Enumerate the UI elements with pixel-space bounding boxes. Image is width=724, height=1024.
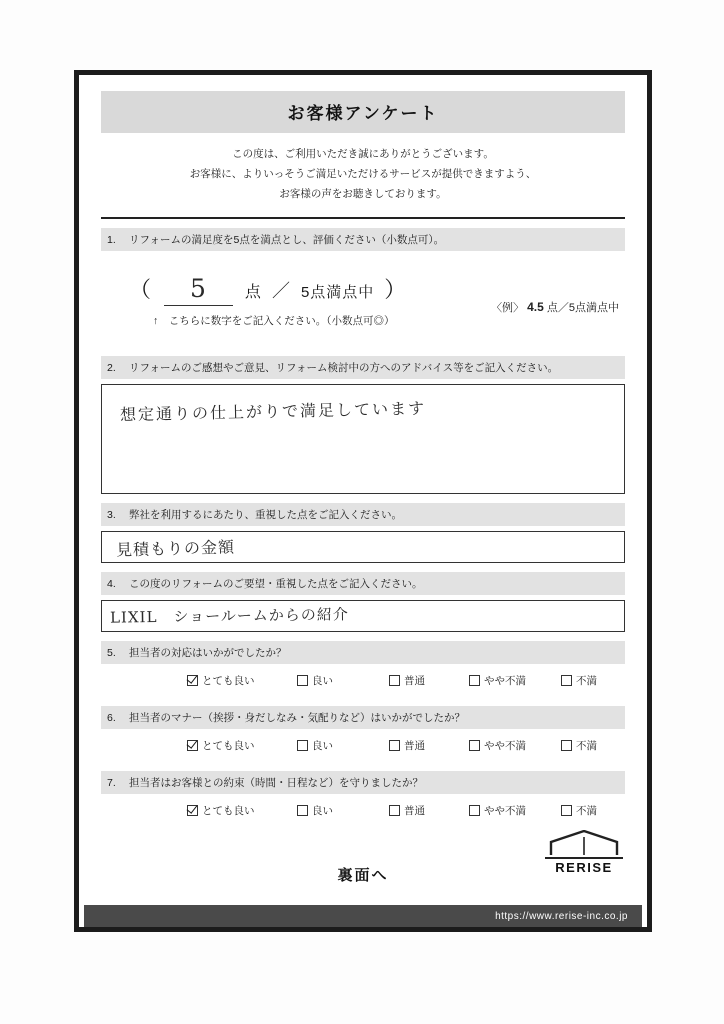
q6-choice-2-label: 普通 [404, 739, 425, 752]
intro-line-2: お客様に、よりいっそうご満足いただけるサービスが提供できますよう、 [189, 167, 537, 180]
question-3-text: 弊社を利用するにあたり、重視した点をご記入ください。 [129, 508, 402, 521]
score-example-rest: 点／5点満点中 [546, 301, 619, 314]
q5-choice-0-label: とても良い [202, 674, 255, 687]
score-max: 5点満点中 [300, 283, 375, 301]
q7-choice-2[interactable] [389, 803, 469, 818]
score-example-value: 4.5 [527, 299, 544, 314]
question-1-text: リフォームの満足度を5点を満点とし、評価ください（小数点可）。 [129, 233, 445, 246]
question-7-text: 担当者はお客様との約束（時間・日程など）を守りましたか？ [129, 776, 423, 789]
question-3-header [101, 503, 625, 526]
question-2-answer-box[interactable] [101, 384, 625, 494]
checkbox-icon[interactable] [187, 675, 198, 686]
score-unit: 点 [244, 283, 262, 301]
header-divider [101, 217, 625, 219]
q6-choice-4[interactable] [561, 738, 597, 753]
checkbox-icon[interactable] [561, 675, 572, 686]
question-1 [101, 228, 625, 347]
question-5 [101, 641, 625, 697]
q6-choice-4-label: 不満 [576, 739, 597, 752]
checkbox-icon[interactable] [389, 675, 400, 686]
question-6-text: 担当者のマナー（挨拶・身だしなみ・気配りなど）はいかがでしたか？ [129, 711, 465, 724]
question-3 [101, 503, 625, 563]
website-url-bar [84, 905, 642, 927]
q7-choice-4[interactable] [561, 803, 597, 818]
checkbox-icon[interactable] [469, 805, 480, 816]
q7-choice-3-label: やや不満 [484, 804, 526, 817]
question-4 [101, 572, 625, 632]
question-2 [101, 356, 625, 494]
question-3-answer-text: 見積もりの金額 [115, 537, 236, 560]
question-4-answer-box[interactable] [101, 600, 625, 632]
q6-choice-3[interactable] [469, 738, 561, 753]
q5-choice-1-label: 良い [312, 674, 333, 687]
q7-choice-4-label: 不満 [576, 804, 597, 817]
q5-choice-3[interactable] [469, 673, 561, 688]
question-2-answer-text: 想定通りの仕上がりで満足しています [119, 398, 427, 425]
question-4-text: この度のリフォームのご要望・重視した点をご記入ください。 [129, 577, 423, 590]
q7-choice-2-label: 普通 [404, 804, 425, 817]
question-2-header [101, 356, 625, 379]
question-5-text: 担当者の対応はいかがでしたか？ [129, 646, 287, 659]
q5-choice-0[interactable] [187, 673, 297, 688]
score-paren-close: ） [384, 276, 408, 302]
q5-choice-2-label: 普通 [404, 674, 425, 687]
question-1-header [101, 228, 625, 251]
question-4-answer-text: LIXIL ショールームからの紹介 [109, 605, 349, 627]
question-1-number: 1. [107, 233, 116, 246]
question-7-number: 7. [107, 776, 116, 789]
checkbox-icon[interactable] [469, 740, 480, 751]
survey-form [74, 70, 652, 932]
q5-choice-4[interactable] [561, 673, 597, 688]
house-roof-icon [547, 830, 621, 856]
checkbox-icon[interactable] [297, 740, 308, 751]
checkbox-icon[interactable] [561, 805, 572, 816]
q6-choice-1-label: 良い [312, 739, 333, 752]
q6-choice-2[interactable] [389, 738, 469, 753]
score-slash: ／ [271, 280, 291, 301]
q6-choice-3-label: やや不満 [484, 739, 526, 752]
q5-choice-4-label: 不満 [576, 674, 597, 687]
question-7-choices [101, 794, 625, 827]
question-3-answer-box[interactable] [101, 531, 625, 563]
question-5-header [101, 641, 625, 664]
score-note: ↑ こちらに数字をご記入ください。（小数点可◎） [153, 314, 395, 327]
q6-choice-0[interactable] [187, 738, 297, 753]
intro-line-1: この度は、ご利用いただき誠にありがとうございます。 [232, 148, 494, 160]
logo-wordmark: RERISE [545, 857, 623, 875]
question-5-number: 5. [107, 646, 116, 659]
question-2-text: リフォームのご感想やご意見、リフォーム検討中の方へのアドバイス等をご記入ください。 [129, 361, 559, 374]
score-example-label: 〈例〉 [491, 301, 525, 314]
next-page-label: 裏面へ [337, 867, 389, 884]
q5-choice-2[interactable] [389, 673, 469, 688]
checkbox-icon[interactable] [389, 805, 400, 816]
question-1-answer-area [101, 251, 625, 347]
question-6-choices [101, 729, 625, 762]
q7-choice-3[interactable] [469, 803, 561, 818]
company-logo [545, 830, 623, 875]
question-6-header [101, 706, 625, 729]
intro-paragraph [101, 133, 625, 215]
question-4-header [101, 572, 625, 595]
question-6 [101, 706, 625, 762]
question-4-number: 4. [107, 577, 116, 590]
q7-choice-1[interactable] [297, 803, 389, 818]
question-5-choices [101, 664, 625, 697]
score-paren-open: （ [129, 276, 153, 302]
website-url: https://www.rerise-inc.co.jp [495, 910, 628, 922]
q5-choice-3-label: やや不満 [484, 674, 526, 687]
score-example [491, 299, 619, 315]
checkbox-icon[interactable] [389, 740, 400, 751]
checkbox-icon[interactable] [469, 675, 480, 686]
q6-choice-0-label: とても良い [202, 739, 255, 752]
checkbox-icon[interactable] [297, 805, 308, 816]
form-title-bar [101, 91, 625, 133]
checkbox-icon[interactable] [561, 740, 572, 751]
question-3-number: 3. [107, 508, 116, 521]
page-title: お客様アンケート [287, 104, 439, 123]
checkbox-icon[interactable] [187, 740, 198, 751]
q7-choice-0-label: とても良い [202, 804, 255, 817]
q6-choice-1[interactable] [297, 738, 389, 753]
question-2-number: 2. [107, 361, 116, 374]
checkbox-icon[interactable] [297, 675, 308, 686]
q7-choice-0[interactable] [187, 803, 297, 818]
score-line [129, 273, 407, 306]
question-7-header [101, 771, 625, 794]
q7-choice-1-label: 良い [312, 804, 333, 817]
intro-line-3: お客様の声をお聴きしております。 [279, 187, 447, 200]
score-value[interactable]: 5 [164, 274, 233, 306]
question-7 [101, 771, 625, 827]
q5-choice-1[interactable] [297, 673, 389, 688]
question-6-number: 6. [107, 711, 116, 724]
checkbox-icon[interactable] [187, 805, 198, 816]
